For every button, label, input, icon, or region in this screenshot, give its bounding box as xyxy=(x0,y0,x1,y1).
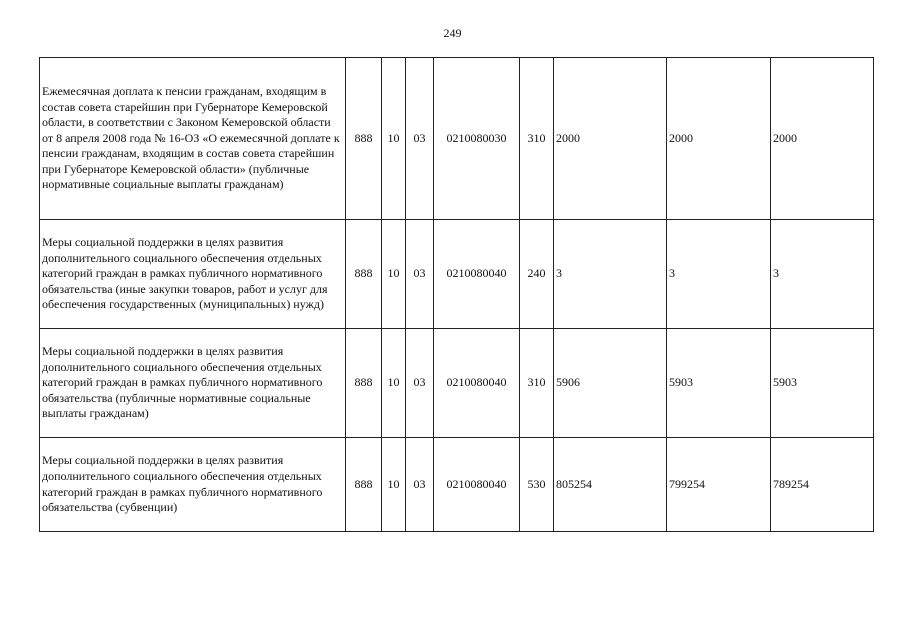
amount-cell: 799254 xyxy=(667,438,771,532)
amount-cell: 3 xyxy=(667,220,771,329)
subsection-code: 03 xyxy=(406,58,434,220)
row-description: Ежемесячная доплата к пенсии гражданам, входящим в состав совета старейшин при Губернаторе Кемеровской области, в соответствии с Законом Кемеровской области от 8 апреля 2008 года № 16-ОЗ «О ежемесячной доплате к пенсии гражданам, входящим в состав совета старейшин при Губернаторе Кемеровской области» (публичные нормативные социальные выплаты гражданам) xyxy=(40,58,346,220)
target-article-code: 0210080040 xyxy=(434,220,520,329)
subsection-code: 03 xyxy=(406,438,434,532)
amount-cell: 805254 xyxy=(554,438,667,532)
subsection-code: 03 xyxy=(406,329,434,438)
amount-cell: 2000 xyxy=(667,58,771,220)
ministry-code: 888 xyxy=(346,220,382,329)
budget-table xyxy=(39,57,874,532)
table-row xyxy=(40,438,874,532)
target-article-code: 0210080030 xyxy=(434,58,520,220)
amount-cell: 3 xyxy=(771,220,874,329)
amount-cell: 2000 xyxy=(771,58,874,220)
amount-cell: 5903 xyxy=(667,329,771,438)
target-article-code: 0210080040 xyxy=(434,329,520,438)
amount-cell: 789254 xyxy=(771,438,874,532)
section-code: 10 xyxy=(382,438,406,532)
amount-cell: 2000 xyxy=(554,58,667,220)
table-row xyxy=(40,220,874,329)
row-description: Меры социальной поддержки в целях развития дополнительного социального обеспечения отдельных категорий граждан в рамках публичного нормативного обязательства (публичные нормативные социальные выплаты гражданам) xyxy=(40,329,346,438)
ministry-code: 888 xyxy=(346,329,382,438)
ministry-code: 888 xyxy=(346,58,382,220)
row-description: Меры социальной поддержки в целях развития дополнительного социального обеспечения отдельных категорий граждан в рамках публичного нормативного обязательства (иные закупки товаров, работ и услуг для обеспечения государственных (муниципальных) нужд) xyxy=(40,220,346,329)
section-code: 10 xyxy=(382,220,406,329)
table-row xyxy=(40,329,874,438)
table-row xyxy=(40,58,874,220)
expense-type-code: 240 xyxy=(520,220,554,329)
amount-cell: 3 xyxy=(554,220,667,329)
ministry-code: 888 xyxy=(346,438,382,532)
expense-type-code: 310 xyxy=(520,58,554,220)
section-code: 10 xyxy=(382,329,406,438)
expense-type-code: 310 xyxy=(520,329,554,438)
section-code: 10 xyxy=(382,58,406,220)
row-description: Меры социальной поддержки в целях развития дополнительного социального обеспечения отдельных категорий граждан в рамках публичного нормативного обязательства (субвенции) xyxy=(40,438,346,532)
amount-cell: 5906 xyxy=(554,329,667,438)
expense-type-code: 530 xyxy=(520,438,554,532)
page-number: 249 xyxy=(443,26,462,40)
amount-cell: 5903 xyxy=(771,329,874,438)
target-article-code: 0210080040 xyxy=(434,438,520,532)
subsection-code: 03 xyxy=(406,220,434,329)
